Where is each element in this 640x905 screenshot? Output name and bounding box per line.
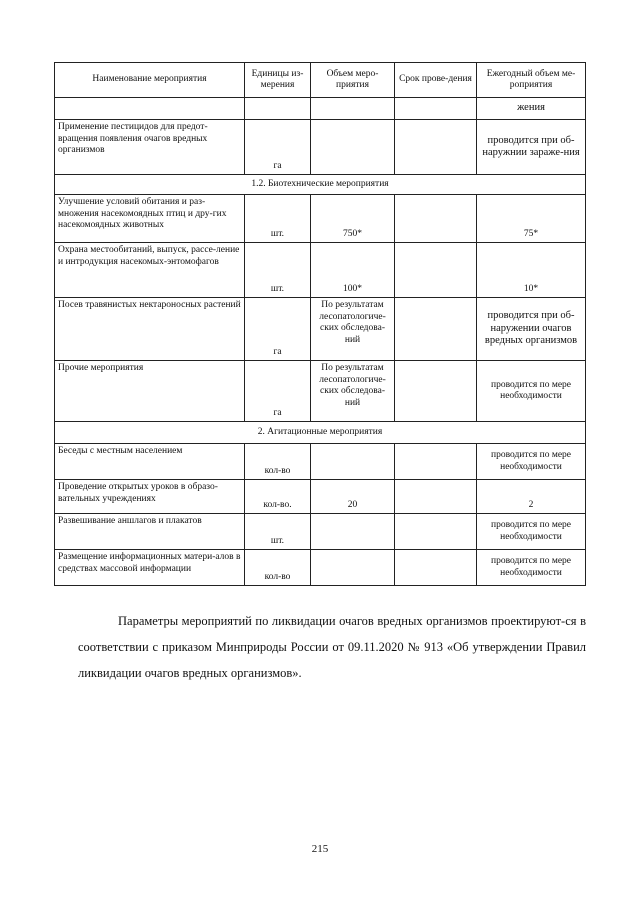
header-term: Срок прове-дения xyxy=(395,63,477,98)
section-row xyxy=(55,175,586,195)
row-volume xyxy=(311,550,395,586)
row-term xyxy=(395,195,477,243)
section-row xyxy=(55,422,586,444)
row-annual: 2 xyxy=(477,480,586,514)
row-annual: проводится при об-наружнии зараже-ния xyxy=(477,120,586,175)
row-name: Улучшение условий обитания и раз-множения насекомоядных птиц и дру-гих насекомоядных животных xyxy=(55,195,245,243)
row-term xyxy=(395,514,477,550)
paragraph-text: Параметры мероприятий по ликвидации очагов вредных организмов проектируют-ся в соответствии с приказом Минприроды России от 09.11.2020 № 913 «Об утверждении Правил ликвидации очагов вредных организмов». xyxy=(78,614,586,680)
table-row xyxy=(55,98,586,120)
row-annual: жения xyxy=(477,98,586,120)
section-title: 2. Агитационные мероприятия xyxy=(55,422,586,444)
row-unit: шт. xyxy=(245,514,311,550)
row-annual: проводится по мере необходимости xyxy=(477,514,586,550)
row-name: Размещение информационных матери-алов в средствах массовой информации xyxy=(55,550,245,586)
page-number: 215 xyxy=(311,843,329,855)
row-annual: проводится по мере необходимости xyxy=(477,361,586,422)
row-volume xyxy=(311,98,395,120)
table-row xyxy=(55,361,586,422)
row-volume: 100* xyxy=(311,243,395,298)
row-annual: 75* xyxy=(477,195,586,243)
row-name xyxy=(55,98,245,120)
row-volume: По результатам лесопатологиче-ских обследова-ний xyxy=(311,298,395,361)
row-volume: 750* xyxy=(311,195,395,243)
header-name: Наименование мероприятия xyxy=(55,63,245,98)
row-volume xyxy=(311,514,395,550)
table-header-row xyxy=(55,63,586,98)
table-row xyxy=(55,550,586,586)
row-annual: проводится по мере необходимости xyxy=(477,550,586,586)
row-unit: шт. xyxy=(245,243,311,298)
table-row xyxy=(55,298,586,361)
table-row xyxy=(55,480,586,514)
row-annual: проводится при об-наружении очагов вредных организмов xyxy=(477,298,586,361)
row-unit: га xyxy=(245,120,311,175)
row-volume xyxy=(311,120,395,175)
row-term xyxy=(395,550,477,586)
table-row xyxy=(55,195,586,243)
row-term xyxy=(395,98,477,120)
header-unit: Единицы из-мерения xyxy=(245,63,311,98)
row-unit: кол-во xyxy=(245,444,311,480)
row-name: Проведение открытых уроков в образо-вательных учреждениях xyxy=(55,480,245,514)
row-unit: кол-во. xyxy=(245,480,311,514)
row-name: Применение пестицидов для предот-вращения появления очагов вредных организмов xyxy=(55,120,245,175)
row-name: Прочие мероприятия xyxy=(55,361,245,422)
header-volume: Объем меро-приятия xyxy=(311,63,395,98)
table-row xyxy=(55,444,586,480)
row-unit xyxy=(245,98,311,120)
measures-table xyxy=(54,62,586,586)
row-unit: шт. xyxy=(245,195,311,243)
row-annual: проводится по мере необходимости xyxy=(477,444,586,480)
row-term xyxy=(395,444,477,480)
row-term xyxy=(395,480,477,514)
row-term xyxy=(395,298,477,361)
row-annual: 10* xyxy=(477,243,586,298)
row-name: Беседы с местным населением xyxy=(55,444,245,480)
table-row xyxy=(55,120,586,175)
row-volume: 20 xyxy=(311,480,395,514)
row-name: Охрана местообитаний, выпуск, рассе-ление и интродукция насекомых-энтомофагов xyxy=(55,243,245,298)
row-name: Развешивание аншлагов и плакатов xyxy=(55,514,245,550)
table-row xyxy=(55,243,586,298)
row-unit: га xyxy=(245,361,311,422)
section-title: 1.2. Биотехнические мероприятия xyxy=(55,175,586,195)
row-unit: га xyxy=(245,298,311,361)
header-annual: Ежегодный объем ме-роприятия xyxy=(477,63,586,98)
row-term xyxy=(395,361,477,422)
row-volume: По результатам лесопатологиче-ских обследова-ний xyxy=(311,361,395,422)
row-unit: кол-во xyxy=(245,550,311,586)
row-term xyxy=(395,120,477,175)
table-row xyxy=(55,514,586,550)
row-volume xyxy=(311,444,395,480)
row-name: Посев травянистых нектароносных растений xyxy=(55,298,245,361)
row-term xyxy=(395,243,477,298)
body-paragraph xyxy=(78,608,586,686)
